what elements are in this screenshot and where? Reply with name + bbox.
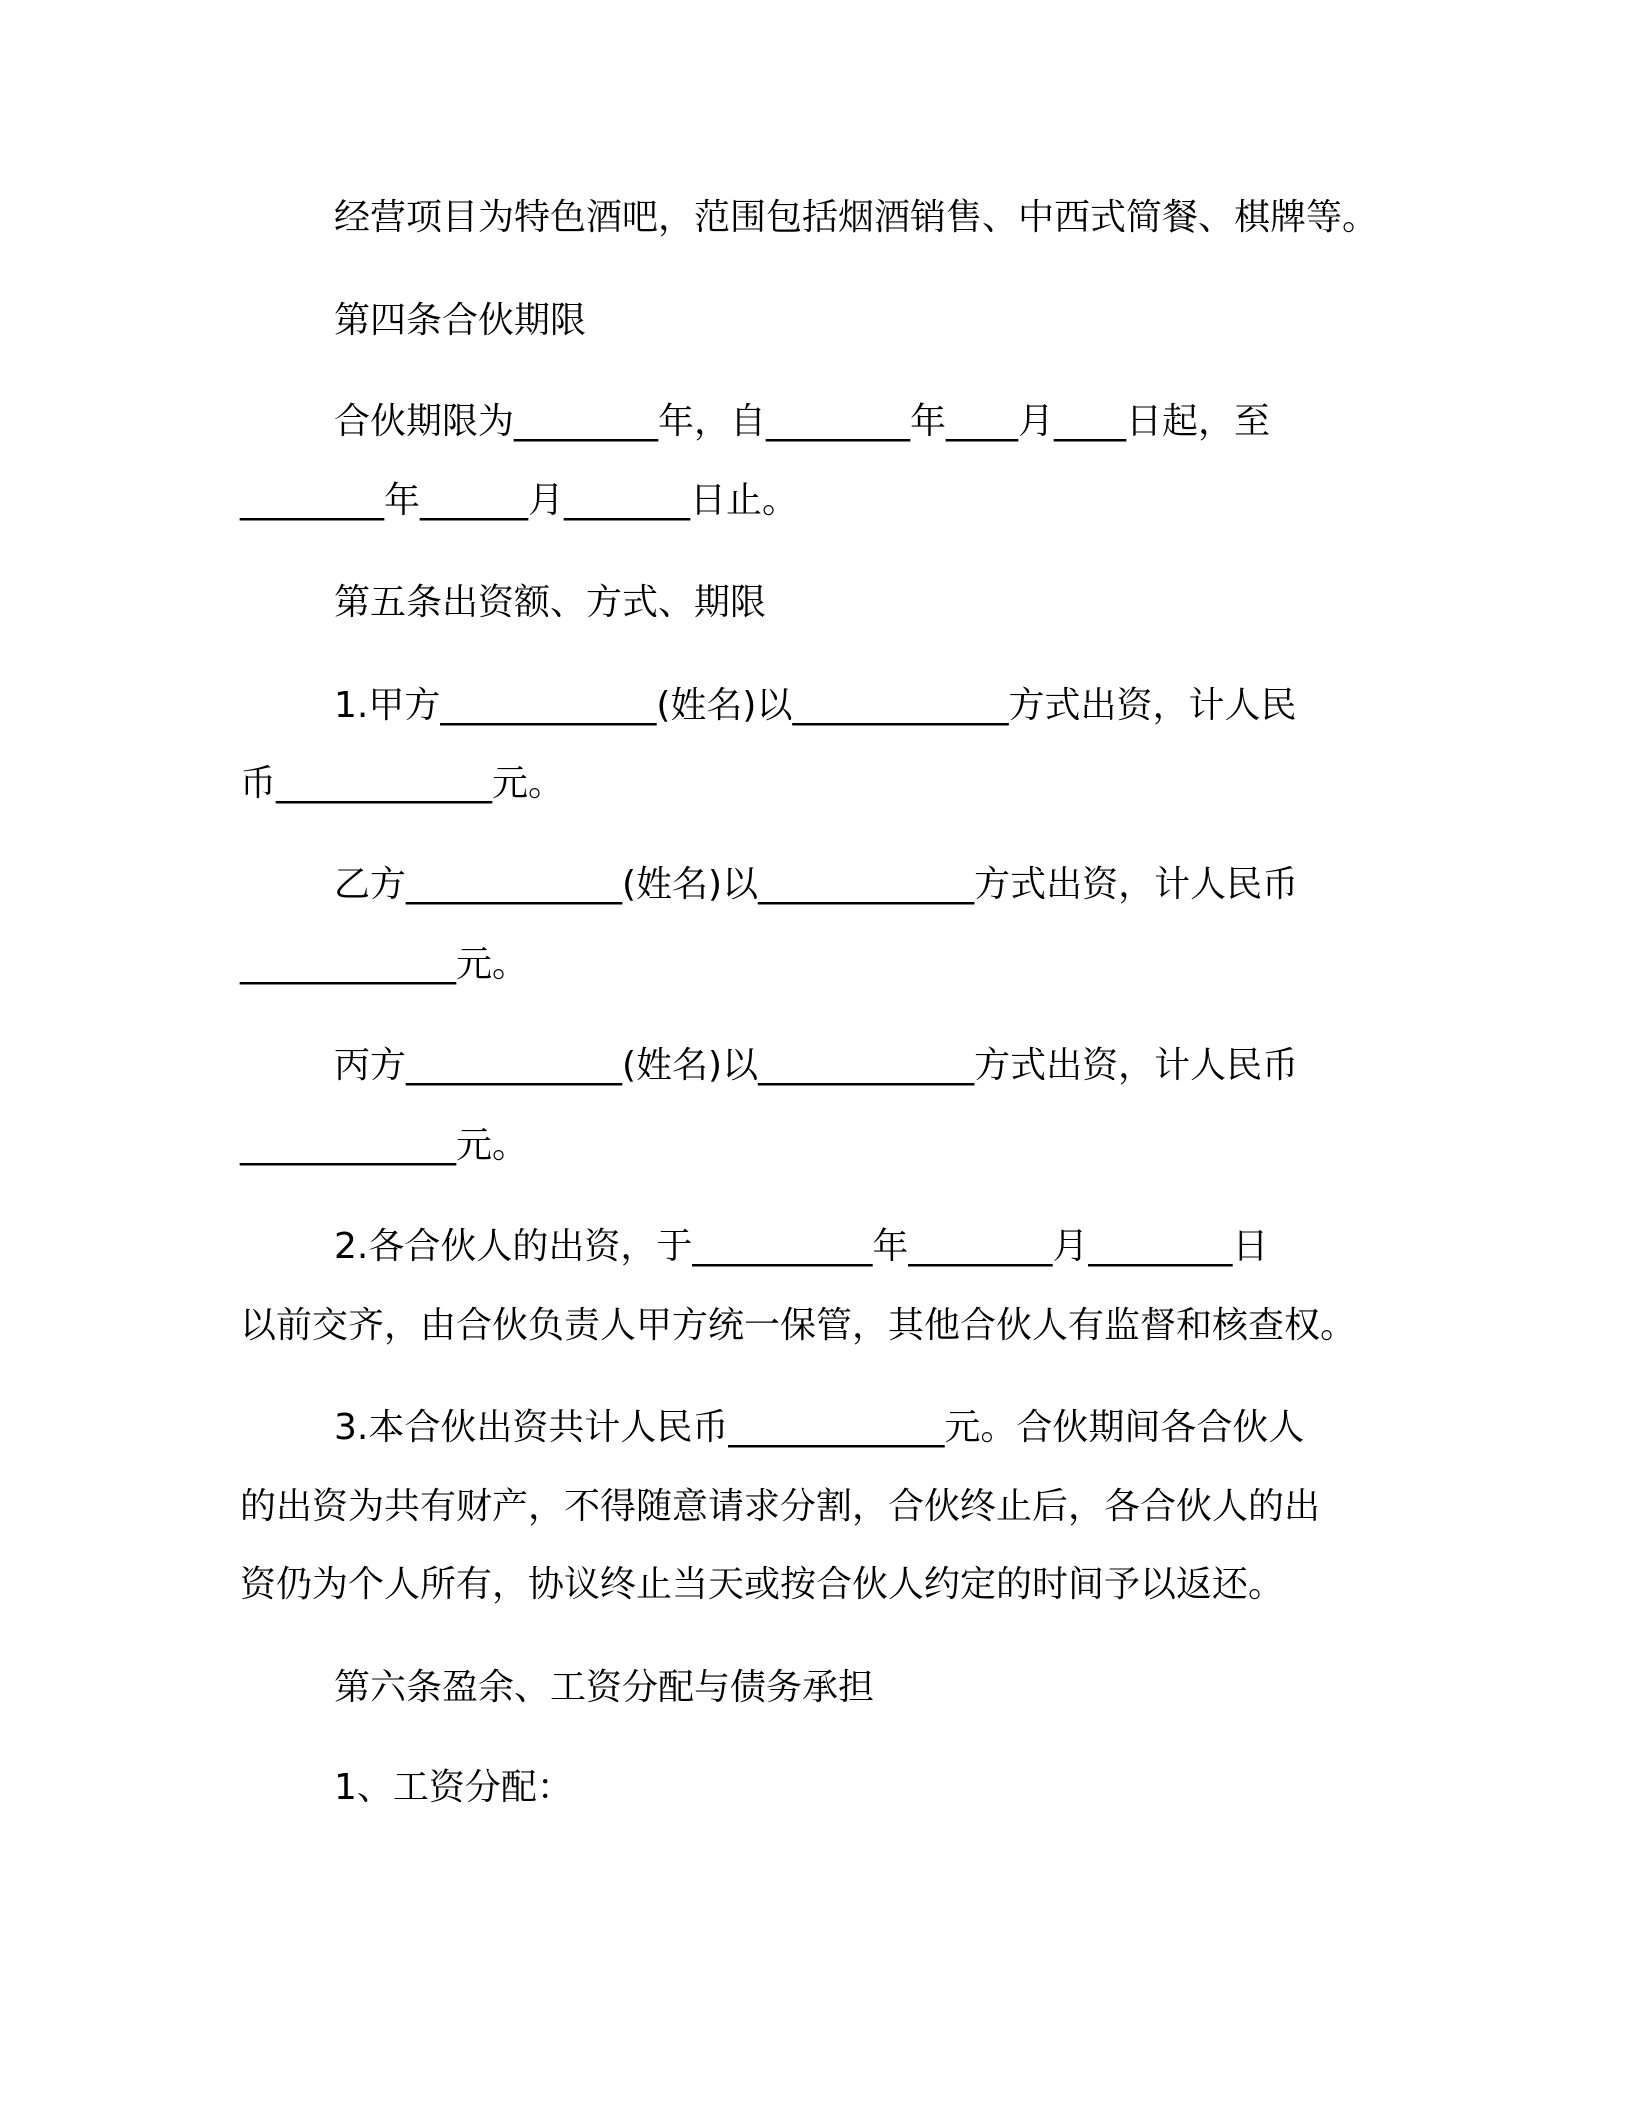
paragraph-term-line-1: 合伙期限为________年，自________年____月____日起，至 — [334, 401, 1271, 442]
subheading-salary-distribution: 1、工资分配： — [334, 1767, 573, 1808]
paragraph-party-a-line-1: 1.甲方____________(姓名)以____________方式出资，计人民 — [334, 685, 1297, 726]
heading-article-5: 第五条出资额、方式、期限 — [334, 582, 767, 623]
paragraph-party-a-line-2: 币____________元。 — [240, 763, 565, 804]
paragraph-party-c-line-2: ____________元。 — [240, 1125, 529, 1166]
heading-article-4: 第四条合伙期限 — [334, 300, 587, 341]
paragraph-total-contribution-line-1: 3.本合伙出资共计人民币____________元。合伙期间各合伙人 — [334, 1407, 1305, 1448]
paragraph-total-contribution-line-2: 的出资为共有财产，不得随意请求分割，合伙终止后，各合伙人的出 — [240, 1486, 1321, 1527]
paragraph-contribution-deadline-line-1: 2.各合伙人的出资，于__________年________月________日 — [334, 1226, 1269, 1267]
paragraph-party-b-line-2: ____________元。 — [240, 944, 529, 985]
paragraph-term-line-2: ________年______月_______日止。 — [240, 480, 799, 521]
paragraph-business-scope: 经营项目为特色酒吧，范围包括烟酒销售、中西式简餐、棋牌等。 — [334, 197, 1379, 238]
heading-article-6: 第六条盈余、工资分配与债务承担 — [334, 1667, 875, 1708]
paragraph-party-c-line-1: 丙方____________(姓名)以____________方式出资，计人民币 — [334, 1045, 1299, 1086]
paragraph-contribution-deadline-line-2: 以前交齐，由合伙负责人甲方统一保管，其他合伙人有监督和核查权。 — [240, 1305, 1357, 1346]
paragraph-party-b-line-1: 乙方____________(姓名)以____________方式出资，计人民币 — [334, 864, 1299, 905]
paragraph-total-contribution-line-3: 资仍为个人所有，协议终止当天或按合伙人约定的时间予以返还。 — [240, 1564, 1285, 1605]
